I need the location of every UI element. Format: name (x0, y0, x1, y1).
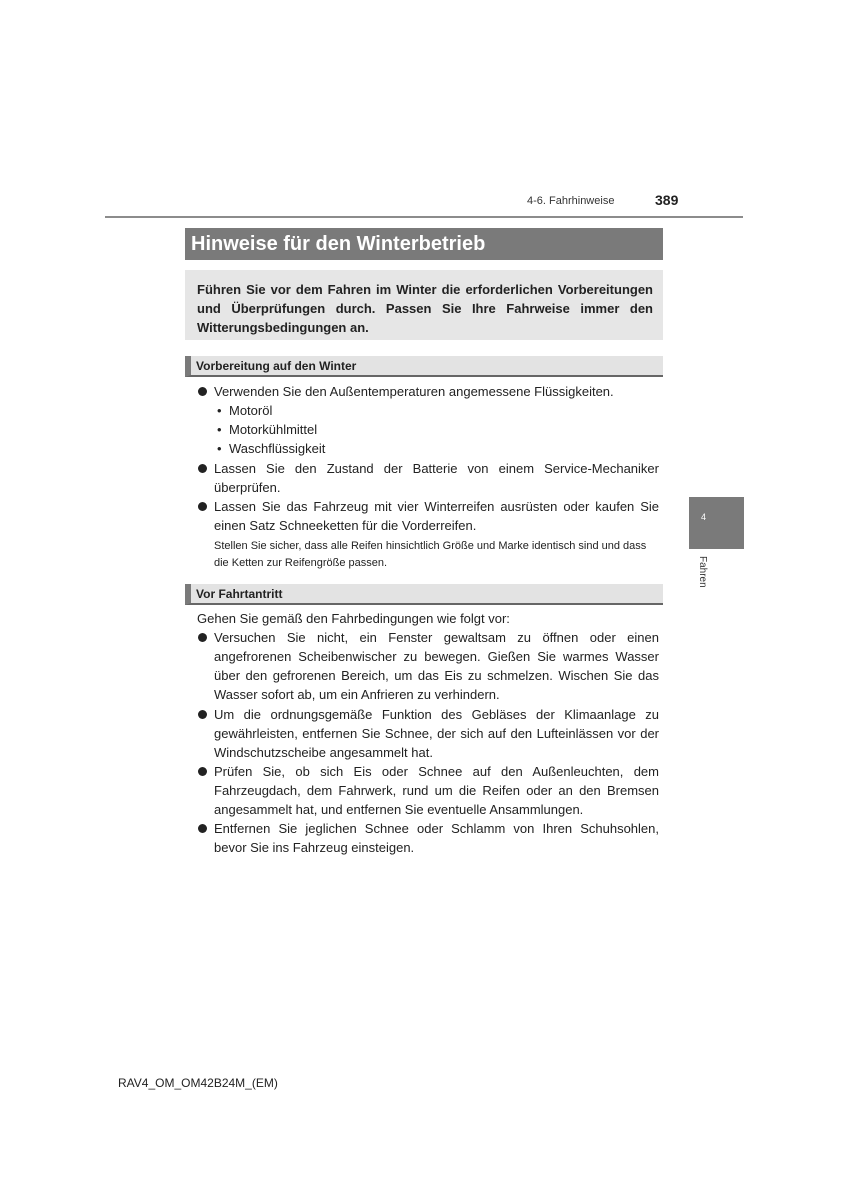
list-item: Versuchen Sie nicht, ein Fenster gewaltsam zu öffnen oder einen angefrorenen Scheibenwischer zu bewegen. Gießen Sie warmes Wasser über den gefrorenen Bereich, um das Eis zu schmelzen. Wischen Sie das Wasser sofort ab, um ein Anfrieren zu verhindern. (197, 628, 659, 704)
sub-list-item: • Motoröl (217, 403, 273, 418)
section1-body (197, 382, 659, 572)
page-number: 389 (655, 192, 679, 208)
section-header-before-driving (185, 584, 663, 605)
intro-text: Führen Sie vor dem Fahren im Winter die erforderlichen Vorbereitungen und Überprüfungen durch. Passen Sie Ihre Fahrweise immer den Witterungsbedingungen an. (197, 282, 653, 335)
sub-bullet-icon: • (217, 403, 222, 418)
list-item: Entfernen Sie jeglichen Schnee oder Schlamm von Ihren Schuhsohlen, bevor Sie ins Fahrzeug einsteigen. (197, 819, 659, 857)
list-item: Lassen Sie den Zustand der Batterie von einem Service-Mechaniker überprüfen. (197, 459, 659, 497)
sub-list-item: • Motorkühlmittel (217, 422, 318, 437)
list-item: Um die ordnungsgemäße Funktion des Gebläses der Klimaanlage zu gewährleisten, entfernen Sie Schnee, der sich auf den Lufteinlässen vor der Windschutzscheibe angesammelt hat. (197, 705, 659, 762)
page-title: Hinweise für den Winterbetrieb (191, 233, 486, 255)
sub-bullet-icon: • (217, 422, 222, 437)
list-item: Verwenden Sie den Außentemperaturen angemessene Flüssigkeiten. (197, 382, 659, 401)
section2-body (197, 609, 659, 859)
sub-bullet-icon: • (217, 441, 222, 456)
lead-text: Gehen Sie gemäß den Fahrbedingungen wie folgt vor: (197, 611, 510, 626)
bullet-dot-icon (198, 464, 207, 473)
footer-document-code: RAV4_OM_OM42B24M_(EM) (118, 1076, 278, 1090)
bullet-dot-icon (198, 824, 207, 833)
list-item: Lassen Sie das Fahrzeug mit vier Winterreifen ausrüsten oder kaufen Sie einen Satz Schneeketten für die Vorderreifen. (197, 497, 659, 535)
intro-box (185, 270, 663, 340)
section-header-winter-preparation (185, 356, 663, 377)
section-heading: Vor Fahrtantritt (196, 587, 283, 601)
sub-list-item: • Waschflüssigkeit (217, 441, 326, 456)
list-item: Prüfen Sie, ob sich Eis oder Schnee auf den Außenleuchten, dem Fahrzeugdach, dem Fahrwerk, rund um die Reifen oder an den Bremsen angesammelt hat, und entfernen Sie eventuelle Ansammlungen. (197, 762, 659, 819)
chapter-tab (689, 497, 744, 549)
bullet-dot-icon (198, 767, 207, 776)
header-section-title: 4-6. Fahrhinweise (527, 195, 615, 207)
section-heading: Vorbereitung auf den Winter (196, 359, 357, 373)
bullet-dot-icon (198, 710, 207, 719)
chapter-label: Fahren (697, 556, 708, 588)
header-divider (105, 216, 743, 218)
page-title-bar (185, 228, 663, 260)
chapter-number: 4 (701, 512, 707, 522)
bullet-dot-icon (198, 633, 207, 642)
bullet-dot-icon (198, 387, 207, 396)
bullet-dot-icon (198, 502, 207, 511)
note-text: Stellen Sie sicher, dass alle Reifen hinsichtlich Größe und Marke identisch sind und dass die Ketten zur Reifengröße passen. (214, 540, 647, 569)
